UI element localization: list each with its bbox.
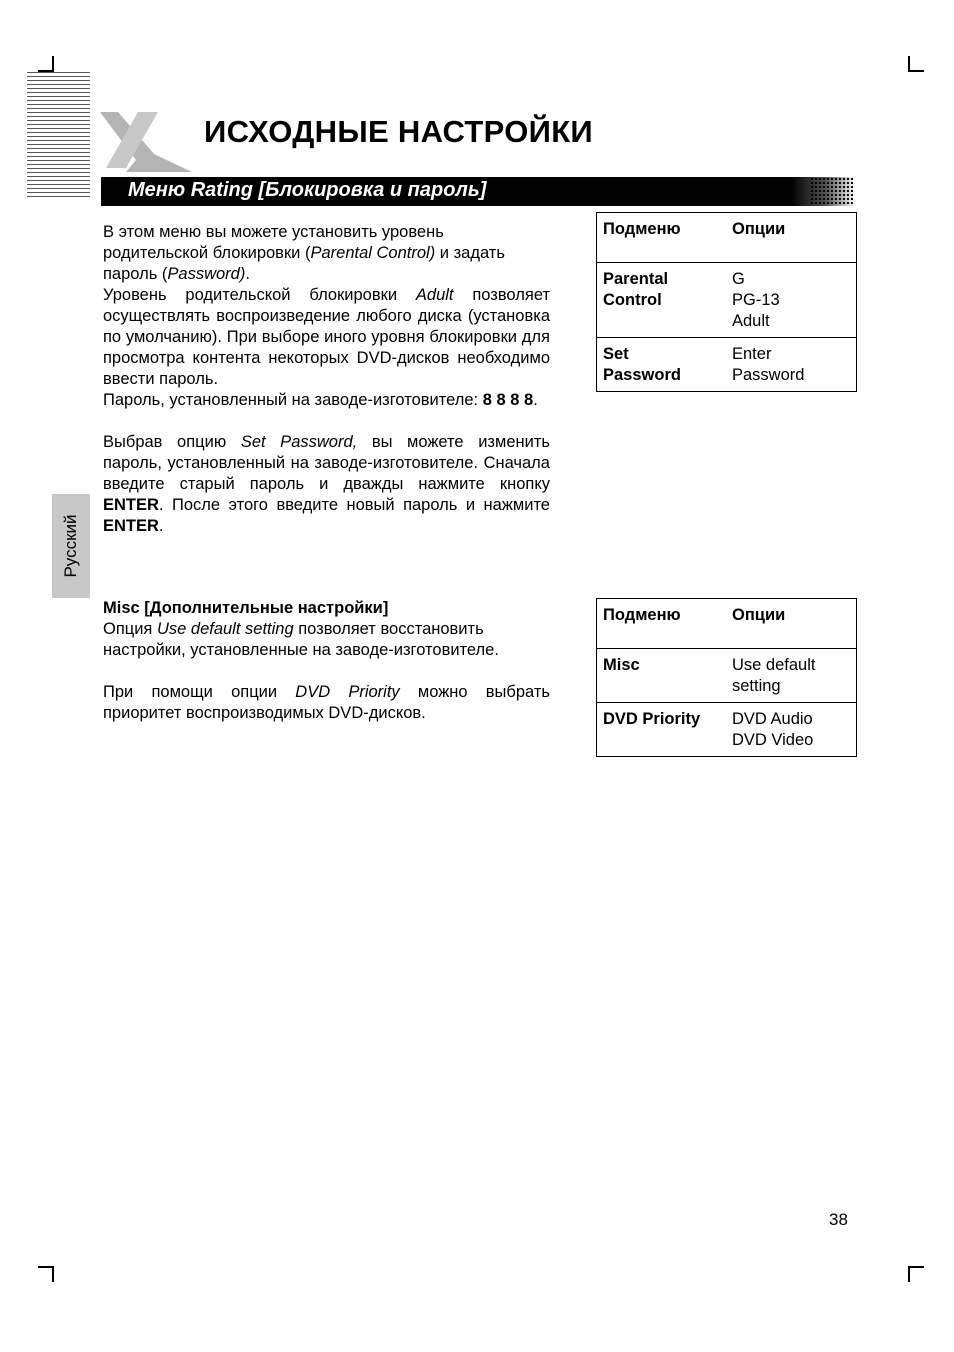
table-row xyxy=(597,649,857,703)
table-row xyxy=(597,703,857,757)
misc-paragraph-2: При помощи опции DVD Priority можно выбрать приоритет воспроизводимых DVD-дисков. xyxy=(103,683,550,722)
table-row xyxy=(597,263,857,338)
section-title: Меню Rating [Блокировка и пароль] xyxy=(128,179,487,201)
rating-paragraph-1: В этом меню вы можете установить уровень родительской блокировки (Parental Control) и задать пароль (Password). xyxy=(103,223,505,283)
page-number: 38 xyxy=(829,1210,848,1229)
column-header-options: Опции xyxy=(726,213,857,263)
submenu-cell: Parental Control xyxy=(597,263,727,338)
table-header-row xyxy=(597,213,857,263)
column-header-options: Опции xyxy=(726,599,857,649)
column-header-submenu: Подменю xyxy=(597,213,727,263)
submenu-cell: Misc xyxy=(597,649,727,703)
options-cell: G PG-13 Adult xyxy=(726,263,857,338)
misc-paragraph-1: Опция Use default setting позволяет восстановить настройки, установленные на заводе-изготовителе. xyxy=(103,620,499,659)
options-cell: DVD Audio DVD Video xyxy=(726,703,857,757)
misc-heading: Misc [Дополнительные настройки] xyxy=(103,599,389,617)
section-bar-dots xyxy=(810,177,855,206)
language-tab xyxy=(52,494,90,598)
options-cell: Use default setting xyxy=(726,649,857,703)
crop-mark-top-right xyxy=(908,56,924,72)
crop-mark-bottom-right xyxy=(908,1266,924,1282)
table-row xyxy=(597,338,857,392)
misc-options-table xyxy=(596,598,857,757)
submenu-cell: Set Password xyxy=(597,338,727,392)
page-title: ИСХОДНЫЕ НАСТРОЙКИ xyxy=(204,114,593,149)
table-header-row xyxy=(597,599,857,649)
submenu-cell: DVD Priority xyxy=(597,703,727,757)
crop-mark-top-left xyxy=(38,56,54,72)
rating-options-table xyxy=(596,212,857,392)
rating-paragraph-3: Пароль, установленный на заводе-изготовителе: 8 8 8 8. xyxy=(103,391,538,409)
misc-description xyxy=(103,598,550,724)
rating-paragraph-2: Уровень родительской блокировки Adult позволяет осуществлять воспроизведение любого диска (установка по умолчанию). При выборе иного уровня блокировки для просмотра контента некоторых DVD-дисков необходимо ввести пароль. xyxy=(103,286,550,388)
options-cell: Enter Password xyxy=(726,338,857,392)
language-tab-label: Русский xyxy=(61,514,80,578)
crop-mark-bottom-left xyxy=(38,1266,54,1282)
rating-description xyxy=(103,222,550,537)
rating-paragraph-4: Выбрав опцию Set Password, вы можете изменить пароль, установленный на заводе-изготовителе. Сначала введите старый пароль и дважды нажмите кнопку ENTER. После этого введите новый пароль и нажмите ENTER. xyxy=(103,433,550,535)
column-header-submenu: Подменю xyxy=(597,599,727,649)
header-stripes xyxy=(27,72,90,200)
x-logo-icon xyxy=(96,108,200,178)
